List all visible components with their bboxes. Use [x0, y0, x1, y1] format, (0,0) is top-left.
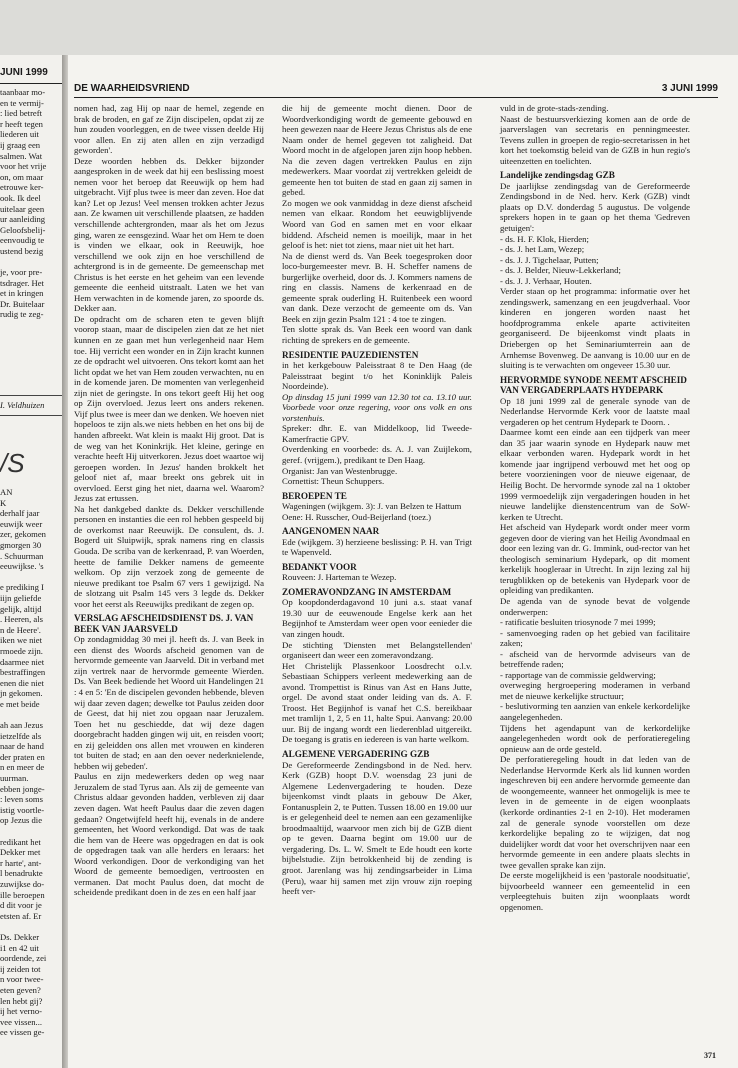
adjacent-page-line: jn gekomen.: [0, 688, 43, 699]
adjacent-page-line: uurman.: [0, 773, 29, 784]
adjacent-page-line: salmen. Wat: [0, 150, 43, 161]
adjacent-page-line: Ds. Dekker: [0, 931, 40, 942]
adjacent-page-line: ustend bezig: [0, 245, 44, 256]
paragraph: Wageningen (wijkgem. 3): J. van Belzen te Hattum: [282, 501, 462, 512]
adjacent-page-line: der praten en: [0, 751, 45, 762]
adjacent-page-line: ah aan Jezus: [0, 720, 43, 731]
adjacent-page-line: ij het verno-: [0, 1006, 42, 1017]
adjacent-page-line: ij zeiden tot: [0, 963, 41, 974]
paragraph: Oene: H. Russcher, Oud-Beijerland (toez.): [282, 511, 432, 522]
adjacent-page-divider-2: [0, 415, 62, 416]
adjacent-page-line: ietzelfde als: [0, 730, 42, 741]
adjacent-page-line: vee vissen...: [0, 1016, 43, 1027]
column-2: [282, 103, 472, 897]
speaker-item: - ds. H. F. Klok, Hierden;: [500, 233, 589, 244]
paragraph: Het Christelijk Plassenkoor Loosdrecht o.l.v. Sebastiaan Schippers verleent medewerking aan de avond. Trompettist is Rinus van Ast en Hans Jutte, orgel. De avond staat onder leiding van ds. A. F. Troost. Het Begijnhof is vanaf het C.S. bereikbaar met tramlijn 1, 2, 5 en 11, halte Spui. Aanvang: 20.00 uur. Bij de ingang wordt een liederenblad uitgereikt. De toegang is gratis en iedereen is van harte welkom.: [282, 660, 472, 745]
adjacent-page-line: ille beroepen: [0, 889, 45, 900]
adjacent-page-line: Dr. Buitelaar: [0, 298, 45, 309]
section-heading: HERVORMDE SYNODE NEEMT AFSCHEID VAN VERGADERPLAATS HYDEPARK: [500, 374, 687, 396]
paragraph: Deze woorden hebben ds. Dekker bijzonder aangesproken in de week dat hij een beslissing moest nemen voor het beroep dat Reeuwijk op hem had uitgebracht. Vijf plus twee is meer dan zeven. Hoe dat kan? Let op Jezus! Veel mensen trokken achter Jezus aan. Ze kwamen uit verschillende plaatsen, ze hadden verschillende achtergronden, maar als het om Jezus ging, waren ze eensgezind. Waar het om Hem te doen is vinden we elkaar, ook in Reeuwijk, hoe verschillend we ook zijn en hoe verschillend de achtergrond is in de gemeente. De gemeenschap met Christus is het eerste en het geheim van een levende gemeente die eenheid uitstraalt. Laten we het van Hem verwachten in de komende jaren, zo spoorde ds. Dekker aan.: [74, 155, 264, 314]
adjacent-page-line: euwijk weer: [0, 518, 43, 529]
adjacent-page-line: tsdrager. Het: [0, 277, 44, 288]
adjacent-page-line: : lied betreft: [0, 108, 42, 119]
adjacent-page-line: Dekker met: [0, 847, 41, 858]
issue-date: 3 JUNI 1999: [661, 83, 718, 94]
adjacent-page-text-middle: [0, 487, 46, 1038]
adjacent-page-line: gelijk, altijd: [0, 603, 42, 614]
paragraph: in het kerkgebouw Paleisstraat 8 te Den Haag (de Paleisstraat begint t/o het Koninklijk Paleis Noordeinde).: [282, 360, 472, 392]
paragraph: De stichting 'Diensten met Belangstellenden' organiseert dan weer een zomeravondzang.: [282, 639, 472, 661]
adjacent-page-line: ee vissen ge-: [0, 1027, 45, 1038]
adjacent-page-line: rudig te zeg-: [0, 309, 44, 320]
section-heading: AANGENOMEN NAAR: [282, 526, 380, 537]
page-header: [74, 83, 718, 98]
agenda-item: - rapportage van de commissie geldwerving;: [500, 669, 656, 680]
adjacent-page-line: gmorgen 30: [0, 539, 42, 550]
adjacent-page-line: iken we niet: [0, 635, 42, 646]
adjacent-page-line: oordende, zei: [0, 953, 47, 964]
paragraph: Ede (wijkgem. 3) herzieene beslissing: P. H. van Trigt te Wapenveld.: [282, 536, 472, 558]
adjacent-page-text-top: [0, 87, 46, 320]
paragraph: Op koopdonderdagavond 10 juni a.s. staat vanaf 19.30 uur de eeuwenoude Engelse kerk aan het Begijnhof te Amsterdam weer open voor eenieder die van zingen houdt.: [282, 597, 472, 640]
adjacent-page-line: n en meer de: [0, 762, 45, 773]
paragraph: Ten slotte sprak ds. Van Beek een woord van dank richting de sprekers en de gemeente.: [282, 324, 472, 346]
paragraph: De perforatieregeling houdt in dat leden van de Nederlandse Hervormde Kerk als lid kunnen worden ingeschreven bij een andere hervormde gemeente dan de woongemeente, wanneer het onmogelijk is mee te leven in de gemeente in de eigen woonplaats (kerkorde ordinanties 2-1 en 2-10). Het moderamen zal de generale synode voorstellen om deze kerkordelijke bepaling zo te wijzigen, dat nog duidelijker wordt dat voor het overschrijven naar een hervormde gemeente in een andere plaats slechts in twee gevallen sprake kan zijn.: [500, 754, 690, 870]
paragraph: Paulus en zijn medewerkers deden op weg naar Jeruzalem de stad Tyrus aan. Als zij de gemeente van Christus aldaar gevonden hadden, verbleven zij daar zeven dagen. Wat heeft Paulus daar die zeven dagen gedaan? Ongetwijfeld heeft hij, evenals in de andere gemeenten, het Woord verkondigd. Dat was de taak die hem van de Heere was opgedragen en dat is ook de opgedragen taak van alle herders en leraars: het Woord verkondigen. Door de verkondiging van het Woord de gemeente bemoedigen, vertroosten en vermanen. Dat mocht Paulus doen, dat mocht de scheidende predikant doen in de zes en een half jaar: [74, 771, 264, 898]
adjacent-page-line: r harte', ant-: [0, 857, 42, 868]
paragraph: Cornettist: Theun Schuppers.: [282, 476, 385, 487]
adjacent-page-line: ebben jonge-: [0, 783, 45, 794]
adjacent-page-line: [0, 921, 46, 932]
adjacent-page-divider: [0, 395, 62, 396]
adjacent-page-line: etrouwe ker-: [0, 182, 44, 193]
adjacent-page-line: i1 en 42 uit: [0, 942, 39, 953]
adjacent-page-line: AN: [0, 487, 13, 497]
paragraph: Zo mogen we ook vanmiddag in deze dienst afscheid nemen van elkaar. Rondom het eeuwigblijvende Woord van God en samen met en voor elkaar biddend. Afscheid nemen is moeilijk, maar in het geloof is het: niet tot ziens, maar niet uit het hart.: [282, 197, 472, 251]
paragraph: Na het dankgebed dankte ds. Dekker verschillende personen en instanties die een rol hebben gespeeld bij de overkomst naar Reeuwijk. De consulent, ds. J. Bogerd uit Sluipwijk, sprak namens ring en classis Gouda. De scriba van de kerkenraad, P. van Woerden, heette de familie Dekker namens de gemeente welkom. Op zijn verzoek zong de gemeente de nieuwe predikant toe Psalm 67 vers 1 gewijzigd. Na de slotzang uit Psalm 145 vers 3 legde ds. Dekker voor het eerst als Reeuwijks predikant de zegen op.: [74, 503, 264, 609]
adjacent-page-line: derhalf jaar: [0, 508, 40, 519]
paragraph: De agenda van de synode bevat de volgende onderwerpen:: [500, 596, 690, 617]
adjacent-page-line: . Schuurman: [0, 550, 44, 561]
section-heading: BEDANKT VOOR: [282, 561, 357, 572]
adjacent-page-line: len hebt gij?: [0, 995, 43, 1006]
column-1: [74, 103, 264, 898]
paragraph: vuld in de grote-stads-zending.: [500, 103, 609, 113]
paragraph: De jaarlijkse zendingsdag van de Gereformeerde Zendingsbond in de Ned. herv. Kerk (GZB) vindt plaats op D.V. donderdag 5 augustus. De volgende sprekers hopen in te gaan op het thema 'Gedreven getuigen':: [500, 180, 690, 233]
speaker-list: [500, 234, 690, 287]
adjacent-page-line: iijn geliefde: [0, 592, 42, 603]
paragraph: Naast de bestuursverkiezing komen aan de orde de jaarverslagen van secretaris en penningmeester. Tevens zullen in groepen de regio-secretarissen in het kort het toekomstig beleid van de GZB in hun regio's uiteenzetten en toelichten.: [500, 113, 690, 166]
adjacent-page-line: rmoede zijn.: [0, 645, 43, 656]
agenda-item: - ratificatie besluiten triosynode 7 mei 1999;: [500, 617, 656, 628]
adjacent-page-line: liederen uit: [0, 129, 39, 140]
adjacent-page-line: uitelaar geen: [0, 203, 45, 214]
section-heading: ALGEMENE VERGADERING GZB: [282, 749, 430, 760]
adjacent-page-line: ij graag een: [0, 139, 41, 150]
publication-title: DE WAARHEIDSVRIEND: [74, 83, 190, 94]
adjacent-page-line: eten geven?: [0, 984, 41, 995]
adjacent-page-line: n voor twee-: [0, 974, 44, 985]
speaker-item: - ds. J. J. Verhaar, Houten.: [500, 275, 592, 286]
adjacent-page-line: bestraffingen: [0, 667, 46, 678]
adjacent-page-headline-fragment: /S: [0, 448, 25, 478]
adjacent-page-line: Geloofsbelij-: [0, 224, 46, 235]
speaker-item: - ds. J. J. Tigchelaar, Putten;: [500, 254, 599, 265]
section-heading: BEROEPEN TE: [282, 490, 347, 501]
paragraph: Op zondagmiddag 30 mei jl. heeft ds. J. van Beek in een dienst des Woords afscheid genomen van de hervormde gemeente van Jaarveld. Dit in verband met zijn vertrek naar de hervormde gemeente Wierden. Ds. Van Beek bediende het Woord uit Handelingen 21 : 4 en 5: 'En de discipelen gevonden hebbende, bleven wij daar zeven dagen; dewelke tot Paulus zeiden door de Geest, dat hij niet zou opgaan naar Jeruzalem. Toen het nu geschiedde, dat wij deze dagen doorgebracht hadden gingen wij uit, en reisden voort; en zij geleidden ons allen met vrouwen en kinderen tot buiten de stad; en aan den oever nederknielende, hebben wij gebeden'.: [74, 634, 264, 771]
speaker-item: - ds. J. het Lam, Wezep;: [500, 244, 585, 255]
adjacent-page-line: e prediking I: [0, 582, 44, 593]
agenda-item: overweging hergroepering moderamen in verband met de nieuwe kerkelijke structuur;: [500, 680, 690, 701]
agenda-list: [500, 617, 690, 722]
adjacent-page-line: eeuwijkse. 's: [0, 561, 44, 572]
paragraph: Tijdens het agendapunt van de kerkordelijke aangelegenheden wordt ook de perforatieregeling opnieuw aan de orde gesteld.: [500, 722, 690, 754]
paragraph: Spreker: dhr. E. van Middelkoop, lid Tweede-Kamerfractie GPV.: [282, 423, 472, 444]
adjacent-page-line: K: [0, 497, 7, 508]
paragraph: Daarmee komt een einde aan een tijdperk van meer dan 35 jaar waarin synode en Hydepark nauw met elkaar verbonden waren. Hydepark wordt in het komende jaar ingrijpend verbouwd met het oog op betere voorzieningen voor de nieuwe eigenaar, de Heilig Bocht. De hervormde synode zal na 1 oktober 1999 vermoedelijk zijn vergaderingen houden in het nieuwe landelijke dienstencentrum van de SoW-kerken te Utrecht.: [500, 427, 690, 522]
adjacent-page-signature: I. Veldhuizen: [0, 400, 45, 410]
adjacent-page-line: : leven soms: [0, 794, 43, 805]
adjacent-page-line: n de Heere'.: [0, 624, 41, 635]
adjacent-page-line: ook. Ik deel: [0, 192, 41, 203]
paragraph: Op 18 juni 1999 zal de generale synode van de Nederlandse Hervormde Kerk voor de laatste maal vergaderen op het centrum Hydepark te Doorn. .: [500, 395, 690, 427]
adjacent-page-line: e met beide: [0, 698, 40, 709]
adjacent-page-line: . Heeren, als: [0, 614, 43, 625]
page-number: 371: [704, 1051, 716, 1060]
column-3: [500, 103, 690, 912]
adjacent-page-line: etsten af. Er: [0, 910, 42, 921]
section-heading: VERSLAG AFSCHEIDSDIENST DS. J. VAN BEEK VAN JAARSVELD: [74, 613, 254, 634]
adjacent-page-line: je, voor pre-: [0, 267, 43, 278]
adjacent-page-line: [0, 709, 46, 720]
paragraph: Overdenking en voorbede: ds. A. J. van Zuijlekom, geref. (vrijgem.), predikant te Den Haag.: [282, 444, 472, 465]
agenda-item: - afscheid van de hervormde adviseurs van de betreffende raden;: [500, 648, 690, 670]
adjacent-page-line: [0, 826, 46, 837]
paragraph: die hij de gemeente mocht dienen. Door de Woordverkondiging wordt de gemeente gebouwd en heen gewezen naar de Heere Jezus Christus als de ene Naam onder de hemel gegeven tot zaligheid. Dat Woord mocht in de afgelopen jaren zijn hoop hebben. Na die zeven dagen vertrekken Paulus en zijn medewerkers. Maar voordat zij vertrekken geleidt de gemeente hen tot buiten de stad en gaan zij samen in gebed.: [282, 103, 472, 198]
section-heading: Landelijke zendingsdag GZB: [500, 170, 615, 181]
adjacent-page-line: enen die niet: [0, 677, 44, 688]
adjacent-page-line: voor het vrije: [0, 161, 47, 172]
adjacent-page-line: eenvoudig te: [0, 235, 45, 246]
paragraph: Rouveen: J. Harteman te Wezep.: [282, 572, 397, 583]
adjacent-page-line: naar de hand: [0, 741, 44, 752]
adjacent-page-line: op Jezus die: [0, 815, 43, 826]
adjacent-page-line: on, om maar: [0, 171, 44, 182]
paragraph: Verder staan op het programma: informatie over het zendingswerk, samenzang en een jeugdverhaal. Voor kinderen en jongeren worden naast het hoofdprogramma enkele aparte activiteiten georganiseerd. De bijeenkomst vindt plaats in Driebergen op het Seminariumterrein aan de Arnhemse Bovenweg. De aanvang is 10.00 uur en de sluiting is te verwachten om ongeveer 15.30 uur.: [500, 286, 690, 371]
section-heading: RESIDENTIE PAUZEDIENSTEN: [282, 349, 419, 360]
adjacent-page-line: ur aanleiding: [0, 214, 46, 225]
adjacent-page-line: l benadrukte: [0, 868, 43, 879]
paragraph: Op dinsdag 15 juni 1999 van 12.30 tot ca. 13.10 uur. Voorbede voor onze regering, voor ons volk en ons vorstenhuis.: [282, 391, 472, 423]
adjacent-page-line: [0, 572, 46, 583]
paragraph: nomen had, zag Hij op naar de hemel, zegende en brak de broden, en gaf ze Zijn discipelen, opdat zij ze hun zouden voorleggen, en de twee vissen deelde Hij voor allen. En zij aten allen en zijn verzadigd geworden'.: [74, 103, 264, 156]
adjacent-page-line: et in kringen: [0, 288, 44, 299]
paragraph: Het afscheid van Hydepark wordt onder meer vorm gegeven door de viering van het Heilig Avondmaal en door een lezing van dr. G. Immink, oud-rector van het theologisch seminarium Hydepark, op dit moment kerkelijk hoogleraar in Utrecht. In zijn lezing zal hij terugblikken op de betekenis van Hydepark voor de opleiding van predikanten.: [500, 522, 690, 596]
adjacent-page-line: daarmee niet: [0, 656, 45, 667]
adjacent-page-line: zuwijkse do-: [0, 878, 45, 889]
adjacent-page-line: redikant het: [0, 836, 41, 847]
adjacent-page-line: taanbaar mo-: [0, 87, 46, 97]
adjacent-page-line: d dit voor je: [0, 900, 42, 911]
agenda-item: - samenvoeging raden op het gebied van facilitaire zaken;: [500, 627, 690, 649]
paragraph: De opdracht om de scharen eten te geven blijft voorop staan, maar de discipelen zien dat ze het niet kunnen en ze gaan met hun verlegenheid naar Hem toe. Hij verricht een wonder en in Zijn kracht kunnen ze de opdracht wel uitvoeren. Ons tekort komt aan het licht opdat we het van Hem zouden verwachten, nu en in de komende jaren. De momenten van verlegenheid zijn niet de geringste. In ons tekort geeft Hij het oog op Zijn overvloed. Jezus leert ons anders rekenen. Vijf plus twee is meer dan we denken. We hoeven niet hopeloos te zijn als.we niets hebben en het ons bij de handen afbreekt. Wat klein is maakt Hij groot. Dat is de weg van het Koninkrijk. Het kleine, geringe en verachte heeft Hij uitverkoren. Jezus doet waartoe wij geroepen worden. In Jezus' handen brokkelt het geloof niet af, maar breekt ons gebrek uit in overvloed. Eerst ging het niet, daarna wel. Waarom? Jezus zat ertussen.: [74, 313, 265, 504]
paragraph: De Gereformeerde Zendingsbond in de Ned. herv. Kerk (GZB) hoopt D.V. woensdag 23 juni de Algemene Ledenvergadering te houden. Deze bijeenkomst vindt plaats in gebouw De Aker, Fontanusplein 2, te Putten. Tussen 18.00 en 19.00 uur is er gelegenheid deel te nemen aan een gezamenlijke broodmaaltijd, waarvoor men zich bij de GZB dient op te geven. Daarna begint om 19.00 uur de vergadering. Ds. L. W. Smelt te Ede houdt een korte bijbelstudie. Zijn betrokkenheid bij de zending is groot. Jarenlang was hij zendingsarbeider in Lima (Peru), waar hij samen met zijn vrouw zijn roeping heeft ver-: [282, 759, 472, 897]
paragraph: Na de dienst werd ds. Van Beek toegesproken door loco-burgemeester mevr. B. H. Scheffer namens de burgerlijke overheid, door ds. J. Kommers namens de ring en classis. Namens de kerkenraad en de gemeente sprak ouderling H. Ruitenbeek een woord van dank. Deze verzocht de gemeente om ds. Van Beek en zijn gezin Psalm 121 : 4 toe te zingen.: [282, 250, 472, 324]
paragraph: Organist: Jan van Westenbrugge.: [282, 465, 398, 476]
adjacent-page-date: JUNI 1999: [0, 67, 48, 78]
adjacent-page-line: en te vermij-: [0, 97, 44, 108]
adjacent-page-rule: [0, 83, 62, 84]
adjacent-page-fragment: [0, 55, 62, 1068]
paragraph: De eerste mogelijkheid is een 'pastorale noodsituatie', bijvoorbeeld wanneer een gemeentelid in een verpleegtehuis buiten zijn woonplaats wordt opgenomen.: [500, 870, 690, 912]
agenda-item: - beslutivorming ten aanzien van enkele kerkordelijke aangelegenheden.: [500, 701, 690, 723]
adjacent-page-line: [0, 257, 46, 268]
adjacent-page-line: istig voortle-: [0, 804, 45, 815]
adjacent-page-line: r heeft tegen: [0, 118, 43, 129]
speaker-item: - ds. J. Belder, Nieuw-Lekkerland;: [500, 265, 621, 276]
adjacent-page-line: zer, gekomen: [0, 529, 46, 540]
newspaper-page: [68, 55, 738, 1068]
section-heading: ZOMERAVONDZANG IN AMSTERDAM: [282, 586, 452, 597]
